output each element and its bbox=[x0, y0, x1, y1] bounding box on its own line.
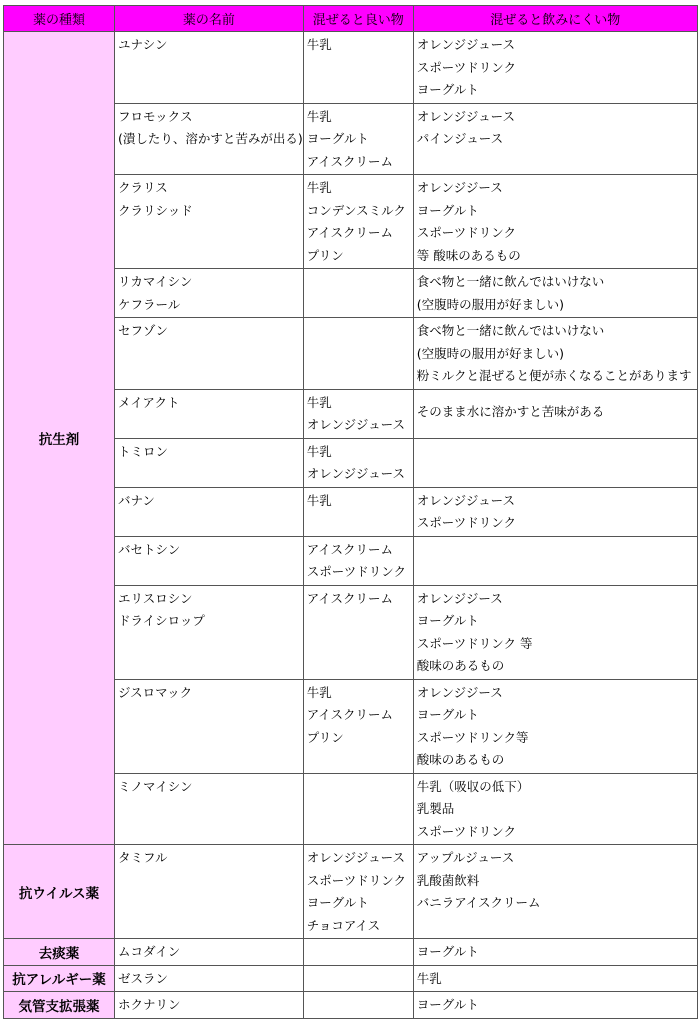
cell-line: 牛乳 bbox=[306, 37, 332, 52]
bad-mix-cell bbox=[413, 939, 697, 966]
cell-line bbox=[118, 871, 303, 894]
bad-mix-cell-content bbox=[414, 774, 697, 845]
cell-line bbox=[307, 58, 413, 81]
bad-mix-cell bbox=[413, 585, 697, 679]
good-mix-cell bbox=[303, 965, 413, 992]
drug-name-cell-content bbox=[115, 680, 303, 773]
cell-line: オレンジジュース bbox=[416, 37, 515, 52]
drug-name-cell-content bbox=[115, 318, 303, 389]
bad-mix-cell bbox=[413, 438, 697, 487]
table-row bbox=[4, 965, 698, 992]
bad-mix-cell bbox=[413, 318, 697, 390]
drug-name-cell-content bbox=[115, 537, 303, 585]
header-drug-name: 薬の名前 bbox=[115, 6, 304, 32]
drug-name-cell bbox=[115, 318, 304, 390]
bad-mix-cell-content bbox=[414, 845, 697, 938]
cell-line bbox=[118, 728, 303, 751]
cell-line: セフゾン bbox=[118, 323, 169, 338]
bad-mix-cell-content bbox=[414, 439, 697, 487]
cell-line bbox=[118, 366, 303, 389]
cell-line: ジスロマック bbox=[118, 684, 193, 700]
drug-name-cell-content bbox=[115, 992, 303, 1018]
good-mix-cell-content bbox=[304, 992, 413, 1018]
cell-line: 牛乳 bbox=[306, 684, 332, 700]
cell-line bbox=[118, 464, 303, 487]
category-cell: 去痰薬 bbox=[4, 939, 115, 966]
bad-mix-cell-content bbox=[414, 680, 697, 773]
cell-line bbox=[118, 705, 303, 728]
good-mix-cell bbox=[303, 103, 413, 175]
cell-line: アイスクリーム bbox=[306, 590, 394, 606]
drug-name-cell-content bbox=[115, 104, 303, 175]
cell-line: スポーツドリンク bbox=[416, 823, 517, 839]
cell-line: オレンジジュース bbox=[306, 417, 405, 432]
bad-mix-cell bbox=[413, 32, 697, 104]
good-mix-cell-content bbox=[304, 845, 413, 938]
cell-line: オレンジジース bbox=[416, 180, 503, 195]
drug-name-cell bbox=[115, 389, 304, 438]
bad-mix-cell-content bbox=[414, 992, 697, 1018]
good-mix-cell-content bbox=[304, 175, 413, 268]
cell-line: 乳酸菌飲料 bbox=[416, 872, 480, 888]
good-mix-cell bbox=[303, 939, 413, 966]
cell-line bbox=[307, 799, 413, 822]
drug-name-cell bbox=[115, 845, 304, 939]
cell-line: (空腹時の服用が好ましい) bbox=[416, 296, 565, 312]
good-mix-cell-content bbox=[304, 390, 413, 438]
drug-name-cell-content bbox=[115, 774, 303, 845]
table-row bbox=[4, 939, 698, 966]
drug-name-cell-content bbox=[115, 390, 303, 438]
drug-name-cell bbox=[115, 175, 304, 269]
drug-name-cell-content bbox=[115, 439, 303, 487]
cell-line bbox=[307, 611, 413, 634]
good-mix-cell bbox=[303, 773, 413, 845]
cell-line: スポーツドリンク bbox=[416, 225, 517, 240]
cell-line bbox=[307, 321, 413, 344]
bad-mix-cell bbox=[413, 845, 697, 939]
good-mix-cell-content bbox=[304, 774, 413, 845]
bad-mix-cell-content bbox=[414, 537, 697, 585]
cell-line: ヨーグルト bbox=[306, 131, 369, 146]
cell-line: 食べ物と一緒に飲んではいけない bbox=[416, 274, 605, 289]
drug-name-cell bbox=[115, 939, 304, 966]
table-row bbox=[4, 32, 698, 104]
cell-line: 酸味のあるもの bbox=[416, 658, 505, 673]
bad-mix-cell bbox=[413, 679, 697, 773]
cell-line: フロモックス bbox=[118, 108, 193, 124]
cell-line: 牛乳（吸収の低下） bbox=[416, 778, 530, 794]
cell-line: 牛乳 bbox=[416, 970, 442, 986]
bad-mix-cell-content bbox=[414, 939, 697, 965]
cell-line bbox=[118, 246, 303, 269]
cell-line: スポーツドリンク bbox=[416, 515, 517, 530]
cell-line: プリン bbox=[306, 247, 344, 263]
cell-line bbox=[417, 152, 697, 175]
cell-line: ヨーグルト bbox=[416, 944, 479, 959]
drug-name-cell bbox=[115, 773, 304, 845]
good-mix-cell bbox=[303, 318, 413, 390]
good-mix-cell bbox=[303, 845, 413, 939]
good-mix-cell bbox=[303, 585, 413, 679]
cell-line: オレンジジュース bbox=[416, 108, 515, 124]
bad-mix-cell bbox=[413, 269, 697, 318]
cell-line: タミフル bbox=[118, 850, 168, 865]
cell-line: (潰したり、溶かすと苦みが出る) bbox=[118, 131, 303, 146]
cell-line bbox=[118, 513, 303, 536]
cell-line: アイスクリーム bbox=[306, 225, 394, 240]
cell-line bbox=[118, 415, 303, 438]
cell-line: ゼスラン bbox=[118, 970, 169, 986]
good-mix-cell-content bbox=[304, 680, 413, 773]
good-mix-cell-content bbox=[304, 537, 413, 585]
cell-line: オレンジジュース bbox=[306, 466, 405, 481]
cell-line: アップルジュース bbox=[416, 850, 515, 865]
cell-line: メイアクト bbox=[118, 394, 180, 410]
cell-line: パインジュース bbox=[416, 131, 504, 146]
cell-line: 粉ミルクと混ぜると便が赤くなることがあります bbox=[416, 368, 692, 383]
cell-line bbox=[118, 916, 303, 939]
cell-line: ユナシン bbox=[118, 37, 168, 52]
good-mix-cell-content bbox=[304, 104, 413, 175]
good-mix-cell bbox=[303, 487, 413, 536]
header-bad-mix: 混ぜると飲みにくい物 bbox=[413, 6, 697, 32]
cell-line: ヨーグルト bbox=[416, 997, 479, 1012]
drug-name-cell-content bbox=[115, 939, 303, 965]
drug-name-cell bbox=[115, 965, 304, 992]
bad-mix-cell bbox=[413, 992, 697, 1019]
cell-line: アイスクリーム bbox=[306, 541, 394, 557]
good-mix-cell bbox=[303, 536, 413, 585]
cell-line bbox=[118, 344, 303, 367]
bad-mix-cell bbox=[413, 175, 697, 269]
drug-name-cell bbox=[115, 103, 304, 175]
cell-line bbox=[307, 80, 413, 103]
bad-mix-cell bbox=[413, 103, 697, 175]
cell-line: ヨーグルト bbox=[416, 82, 479, 97]
cell-line bbox=[417, 442, 697, 465]
cell-line bbox=[118, 656, 303, 679]
bad-mix-cell-content bbox=[414, 175, 697, 268]
cell-line: オレンジジュース bbox=[306, 850, 405, 865]
medicine-mixing-table bbox=[3, 5, 698, 1019]
drug-name-cell bbox=[115, 585, 304, 679]
drug-name-cell-content bbox=[115, 845, 303, 938]
cell-line: オレンジジース bbox=[416, 684, 503, 700]
cell-line: ヨーグルト bbox=[416, 707, 479, 722]
drug-name-cell-content bbox=[115, 175, 303, 268]
cell-line bbox=[417, 916, 697, 939]
bad-mix-cell-content bbox=[414, 966, 697, 992]
cell-line: 牛乳 bbox=[306, 180, 332, 195]
cell-line bbox=[417, 464, 697, 487]
cell-line: エリスロシン bbox=[118, 590, 193, 606]
cell-line: 食べ物と一緒に飲んではいけない bbox=[416, 323, 605, 338]
bad-mix-cell bbox=[413, 536, 697, 585]
good-mix-cell-content bbox=[304, 318, 413, 389]
cell-line bbox=[307, 656, 413, 679]
cell-line bbox=[417, 562, 697, 585]
drug-name-cell bbox=[115, 536, 304, 585]
drug-name-cell-content bbox=[115, 586, 303, 679]
cell-line: そのまま水に溶かすと苦味がある bbox=[416, 404, 605, 420]
cell-line bbox=[118, 80, 303, 103]
bad-mix-cell-content bbox=[414, 586, 697, 679]
category-cell: 気管支拡張薬 bbox=[4, 992, 115, 1019]
cell-line: クラリシッド bbox=[118, 202, 193, 218]
cell-line bbox=[307, 295, 413, 318]
bad-mix-cell-content bbox=[414, 32, 697, 103]
bad-mix-cell bbox=[413, 773, 697, 845]
cell-line bbox=[417, 540, 697, 563]
cell-line: ムコダイン bbox=[118, 944, 181, 959]
header-row bbox=[4, 6, 698, 32]
cell-line bbox=[118, 58, 303, 81]
cell-line: ヨーグルト bbox=[416, 613, 479, 628]
cell-line: スポーツドリンク bbox=[306, 872, 407, 888]
cell-line: ケフラール bbox=[118, 296, 181, 312]
cell-line: 等 酸味のあるもの bbox=[416, 247, 521, 263]
cell-line: スポーツドリンク bbox=[306, 564, 407, 579]
bad-mix-cell-content bbox=[414, 488, 697, 536]
cell-line bbox=[307, 942, 413, 965]
good-mix-cell bbox=[303, 32, 413, 104]
cell-line: オレンジジース bbox=[416, 590, 503, 606]
good-mix-cell bbox=[303, 992, 413, 1019]
good-mix-cell-content bbox=[304, 586, 413, 679]
cell-line bbox=[118, 634, 303, 657]
cell-line bbox=[307, 366, 413, 389]
category-cell: 抗ウイルス薬 bbox=[4, 845, 115, 939]
cell-line: アイスクリーム bbox=[306, 153, 394, 169]
bad-mix-cell bbox=[413, 487, 697, 536]
cell-line: プリン bbox=[306, 729, 344, 745]
bad-mix-cell bbox=[413, 389, 697, 438]
bad-mix-cell-content bbox=[414, 318, 697, 389]
good-mix-cell bbox=[303, 438, 413, 487]
good-mix-cell-content bbox=[304, 439, 413, 487]
cell-line: 乳製品 bbox=[416, 801, 455, 816]
table-row bbox=[4, 992, 698, 1019]
drug-name-cell-content bbox=[115, 269, 303, 317]
bad-mix-cell-content bbox=[414, 104, 697, 175]
bad-mix-cell bbox=[413, 965, 697, 992]
cell-line: バナン bbox=[118, 492, 155, 508]
header-drug-type: 薬の種類 bbox=[4, 6, 115, 32]
bad-mix-cell-content bbox=[414, 402, 697, 425]
good-mix-cell bbox=[303, 269, 413, 318]
cell-line: ドライシロップ bbox=[118, 613, 205, 628]
cell-line bbox=[118, 822, 303, 845]
bad-mix-cell-content bbox=[414, 269, 697, 317]
good-mix-cell-content bbox=[304, 966, 413, 992]
good-mix-cell-content bbox=[304, 269, 413, 317]
good-mix-cell bbox=[303, 175, 413, 269]
drug-name-cell-content bbox=[115, 488, 303, 536]
drug-name-cell-content bbox=[115, 966, 303, 992]
cell-line bbox=[307, 995, 413, 1018]
cell-line: チョコアイス bbox=[306, 917, 381, 933]
drug-name-cell bbox=[115, 269, 304, 318]
good-mix-cell-content bbox=[304, 939, 413, 965]
category-cell: 抗アレルギー薬 bbox=[4, 965, 115, 992]
good-mix-cell bbox=[303, 389, 413, 438]
cell-line bbox=[118, 223, 303, 246]
cell-line: スポーツドリンク bbox=[416, 59, 517, 75]
cell-line: 牛乳 bbox=[306, 492, 332, 508]
drug-name-cell bbox=[115, 992, 304, 1019]
cell-line bbox=[307, 969, 413, 992]
cell-line: リカマイシン bbox=[118, 274, 193, 289]
cell-line bbox=[307, 822, 413, 845]
cell-line bbox=[307, 344, 413, 367]
category-cell: 抗生剤 bbox=[4, 32, 115, 845]
drug-name-cell bbox=[115, 679, 304, 773]
cell-line bbox=[307, 777, 413, 800]
cell-line: バニラアイスクリーム bbox=[416, 895, 541, 910]
good-mix-cell-content bbox=[304, 32, 413, 103]
cell-line: コンデンスミルク bbox=[306, 202, 406, 218]
good-mix-cell-content bbox=[304, 488, 413, 536]
cell-line bbox=[307, 750, 413, 773]
cell-line: 酸味のあるもの bbox=[416, 752, 505, 767]
cell-line: 牛乳 bbox=[306, 394, 332, 410]
cell-line: ヨーグルト bbox=[306, 895, 369, 910]
drug-name-cell bbox=[115, 487, 304, 536]
cell-line bbox=[118, 893, 303, 916]
cell-line bbox=[307, 272, 413, 295]
header-good-mix: 混ぜると良い物 bbox=[303, 6, 413, 32]
table-row bbox=[4, 845, 698, 939]
cell-line: ヨーグルト bbox=[416, 202, 479, 218]
cell-line: ミノマイシン bbox=[118, 778, 193, 794]
cell-line: (空腹時の服用が好ましい) bbox=[416, 345, 565, 361]
drug-name-cell-content bbox=[115, 32, 303, 103]
cell-line: トミロン bbox=[118, 443, 169, 459]
cell-line: オレンジジュース bbox=[416, 492, 515, 508]
drug-name-cell bbox=[115, 32, 304, 104]
drug-name-cell bbox=[115, 438, 304, 487]
cell-line: バセトシン bbox=[118, 541, 181, 557]
cell-line: ホクナリン bbox=[118, 997, 181, 1012]
cell-line: アイスクリーム bbox=[306, 707, 394, 722]
cell-line bbox=[307, 634, 413, 657]
good-mix-cell bbox=[303, 679, 413, 773]
cell-line: 牛乳 bbox=[306, 443, 332, 459]
cell-line: スポーツドリンク等 bbox=[416, 729, 529, 745]
cell-line bbox=[118, 562, 303, 585]
cell-line: スポーツドリンク 等 bbox=[416, 635, 533, 651]
cell-line: 牛乳 bbox=[306, 108, 332, 124]
cell-line bbox=[118, 152, 303, 175]
cell-line bbox=[118, 799, 303, 822]
cell-line bbox=[307, 513, 413, 536]
cell-line bbox=[118, 750, 303, 773]
cell-line: クラリス bbox=[118, 180, 168, 195]
